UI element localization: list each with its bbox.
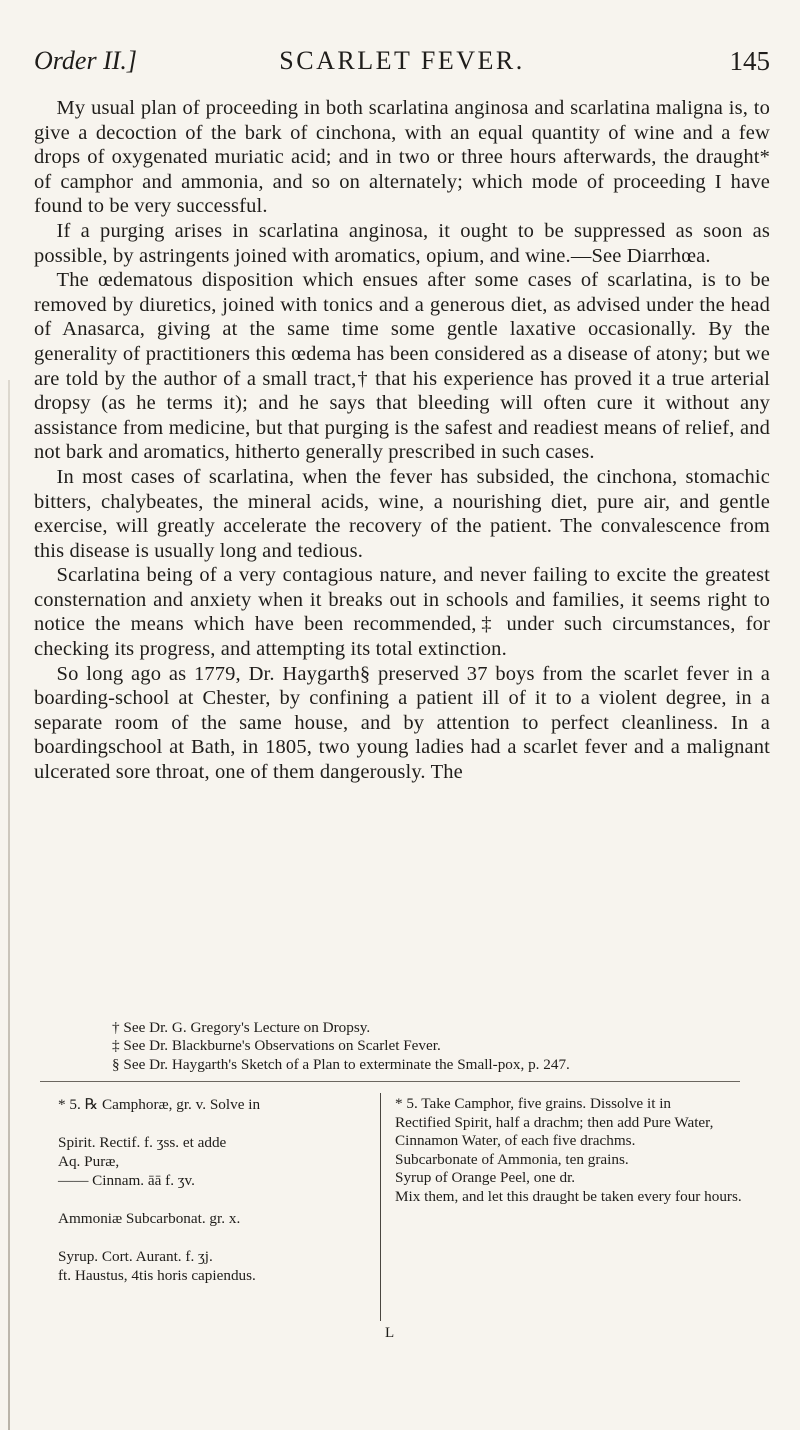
footnote: § See Dr. Haygarth's Sketch of a Plan to exterminate the Small-pox, p. 247. bbox=[112, 1055, 570, 1073]
spacer bbox=[58, 1228, 368, 1247]
footnotes bbox=[112, 1019, 762, 1074]
column-divider bbox=[380, 1093, 381, 1321]
prescription-latin bbox=[58, 1095, 368, 1285]
latin-line: ft. Haustus, 4tis horis capiendus. bbox=[58, 1267, 256, 1284]
english-line: Subcarbonate of Ammonia, ten grains. bbox=[395, 1150, 629, 1168]
spacer bbox=[58, 1114, 368, 1133]
english-line: Rectified Spirit, half a drachm; then add Pure Water, bbox=[395, 1113, 714, 1131]
latin-line: Aq. Puræ, bbox=[58, 1153, 120, 1170]
signature-mark: L bbox=[385, 1325, 395, 1341]
english-line: Cinnamon Water, of each five drachms. bbox=[395, 1132, 636, 1150]
paragraph: In most cases of scarlatina, when the fever has subsided, the cinchona, stomachic bitters, chalybeates, the mineral acids, wine, a nourishing diet, pure air, and gentle exercise, will greatly accelerate the recovery of the patient. The convalescence from this disease is usually long and tedious. bbox=[34, 465, 770, 562]
page-number: 145 bbox=[729, 46, 770, 76]
latin-line: —— Cinnam. āā f. ʒv. bbox=[58, 1172, 195, 1189]
english-line: Mix them, and let this draught be taken every four hours. bbox=[395, 1187, 742, 1205]
latin-line: * 5. ℞ Camphoræ, gr. v. Solve in bbox=[58, 1096, 261, 1113]
paragraph: If a purging arises in scarlatina anginosa, it ought to be suppressed as soon as possible, by astringents joined with aromatics, opium, and wine.—See Diarrhœa. bbox=[34, 219, 770, 267]
footnote: ‡ See Dr. Blackburne's Observations on Scarlet Fever. bbox=[112, 1037, 441, 1055]
paragraph: My usual plan of proceeding in both scarlatina anginosa and scarlatina maligna is, to give a decoction of the bark of cinchona, with an equal quantity of wine and a few drops of oxygenated muriatic acid; and in two or three hours afterwards, the draught* of camphor and ammonia, and so on alternately; which mode of proceeding I have found to be very successful. bbox=[34, 97, 770, 218]
english-line: * 5. Take Camphor, five grains. Dissolve it in bbox=[395, 1095, 672, 1112]
paragraph: So long ago as 1779, Dr. Haygarth§ preserved 37 boys from the scarlet fever in a boarding-school at Chester, by confining a patient ill of it to a violent degree, in a separate room of the same house, and by attention to perfect cleanliness. In a boardingschool at Bath, in 1805, two young ladies had a scarlet fever and a malignant ulcerated sore throat, one of them dangerously. The bbox=[34, 662, 770, 784]
prescription-english bbox=[395, 1095, 755, 1207]
footnote: † See Dr. G. Gregory's Lecture on Dropsy. bbox=[112, 1019, 371, 1036]
running-header bbox=[34, 46, 770, 86]
header-title: SCARLET FEVER. bbox=[279, 46, 525, 75]
header-order: Order II.] bbox=[34, 46, 138, 75]
footnote-divider bbox=[40, 1081, 740, 1082]
spacer bbox=[58, 1190, 368, 1209]
page-binding-shadow bbox=[8, 380, 10, 1430]
latin-line: Ammoniæ Subcarbonat. gr. x. bbox=[58, 1210, 241, 1227]
paragraph: The œdematous disposition which ensues after some cases of scarlatina, is to be removed by diuretics, joined with tonics and a generous diet, as advised under the head of Anasarca, giving at the same time some gentle laxative occasionally. By the generality of practitioners this œdema has been considered as a disease of atony; but we are told by the author of a small tract,† that his experience has proved it a true arterial dropsy (as he terms it); and he says that bleeding will often cure it without any assistance from medicine, but that purging is the safest and readiest means of relief, and not bark and aromatics, hitherto generally prescribed in such cases. bbox=[34, 269, 770, 464]
latin-line: Spirit. Rectif. f. ʒss. et adde bbox=[58, 1134, 227, 1151]
english-line: Syrup of Orange Peel, one dr. bbox=[395, 1169, 576, 1187]
body-text bbox=[34, 96, 770, 785]
paragraph: Scarlatina being of a very contagious nature, and never failing to excite the greatest consternation and anxiety when it breaks out in schools and families, it seems right to notice the means which have been recommended,‡ under such circumstances, for checking its progress, and attempting its total extinction. bbox=[34, 564, 770, 661]
latin-line: Syrup. Cort. Aurant. f. ʒj. bbox=[58, 1248, 213, 1265]
